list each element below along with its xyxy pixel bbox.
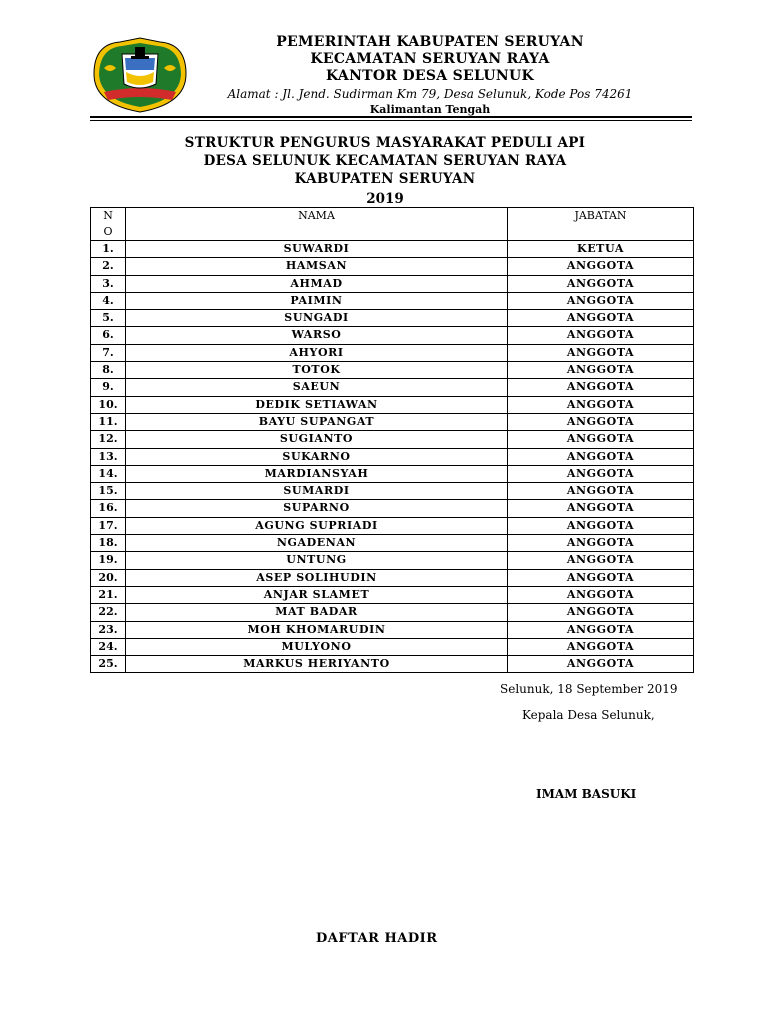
member-position: ANGGOTA [508, 431, 694, 448]
letterhead [190, 34, 670, 117]
member-position: ANGGOTA [508, 275, 694, 292]
member-position: ANGGOTA [508, 258, 694, 275]
table-body [91, 241, 694, 673]
row-number: 10. [91, 396, 126, 413]
member-name: SUNGADI [126, 310, 508, 327]
government-name: PEMERINTAH KABUPATEN SERUYAN [276, 34, 584, 50]
member-position: ANGGOTA [508, 396, 694, 413]
member-name: AHYORI [126, 344, 508, 361]
title-line-1: STRUKTUR PENGURUS MASYARAKAT PEDULI API [184, 135, 586, 151]
title-year: 2019 [366, 191, 404, 207]
member-position: ANGGOTA [508, 465, 694, 482]
letterhead-divider-thin [90, 120, 692, 121]
committee-table [90, 207, 694, 673]
row-number: 24. [91, 638, 126, 655]
row-number: 2. [91, 258, 126, 275]
member-position: ANGGOTA [508, 413, 694, 430]
table-row [91, 327, 694, 344]
attendance-heading: DAFTAR HADIR [316, 931, 438, 946]
row-number: 13. [91, 448, 126, 465]
table-row [91, 656, 694, 673]
member-name: SUWARDI [126, 241, 508, 258]
member-position: ANGGOTA [508, 310, 694, 327]
row-number: 12. [91, 431, 126, 448]
header-name: NAMA [126, 208, 508, 241]
table-row [91, 310, 694, 327]
table-row [91, 448, 694, 465]
title-line-2: DESA SELUNUK KECAMATAN SERUYAN RAYA [203, 153, 567, 169]
member-name: DEDIK SETIAWAN [126, 396, 508, 413]
row-number: 4. [91, 292, 126, 309]
row-number: 11. [91, 413, 126, 430]
row-number: 8. [91, 362, 126, 379]
row-number: 16. [91, 500, 126, 517]
member-position: ANGGOTA [508, 569, 694, 586]
member-name: MAT BADAR [126, 604, 508, 621]
member-name: SUMARDI [126, 483, 508, 500]
signatory-name: IMAM BASUKI [536, 787, 637, 801]
row-number: 23. [91, 621, 126, 638]
row-number: 22. [91, 604, 126, 621]
table-row [91, 517, 694, 534]
row-number: 15. [91, 483, 126, 500]
document-title [120, 134, 650, 208]
header-position: JABATAN [508, 208, 694, 241]
header-no [91, 208, 126, 241]
member-name: WARSO [126, 327, 508, 344]
member-position: ANGGOTA [508, 379, 694, 396]
row-number: 17. [91, 517, 126, 534]
row-number: 25. [91, 656, 126, 673]
member-name: NGADENAN [126, 535, 508, 552]
table-row [91, 586, 694, 603]
table-row [91, 275, 694, 292]
row-number: 6. [91, 327, 126, 344]
member-name: MARDIANSYAH [126, 465, 508, 482]
table-row [91, 621, 694, 638]
row-number: 19. [91, 552, 126, 569]
member-name: MULYONO [126, 638, 508, 655]
member-name: ANJAR SLAMET [126, 586, 508, 603]
member-name: MARKUS HERIYANTO [126, 656, 508, 673]
member-position: ANGGOTA [508, 448, 694, 465]
table-row [91, 241, 694, 258]
table-row [91, 552, 694, 569]
row-number: 9. [91, 379, 126, 396]
row-number: 18. [91, 535, 126, 552]
member-position: ANGGOTA [508, 483, 694, 500]
member-name: PAIMIN [126, 292, 508, 309]
row-number: 1. [91, 241, 126, 258]
member-name: MOH KHOMARUDIN [126, 621, 508, 638]
member-position: ANGGOTA [508, 327, 694, 344]
table-row [91, 535, 694, 552]
member-position: ANGGOTA [508, 638, 694, 655]
member-position: ANGGOTA [508, 500, 694, 517]
member-name: SUGIANTO [126, 431, 508, 448]
table-row [91, 500, 694, 517]
table-row [91, 465, 694, 482]
table-row [91, 604, 694, 621]
office-name: KANTOR DESA SELUNUK [326, 68, 534, 84]
table-header-row [91, 208, 694, 241]
member-position: ANGGOTA [508, 552, 694, 569]
member-position: ANGGOTA [508, 535, 694, 552]
table-row [91, 344, 694, 361]
title-line-3: KABUPATEN SERUYAN [294, 171, 476, 187]
signature-title: Kepala Desa Selunuk, [522, 708, 655, 722]
member-name: AHMAD [126, 275, 508, 292]
member-name: SUPARNO [126, 500, 508, 517]
row-number: 20. [91, 569, 126, 586]
member-name: SAEUN [126, 379, 508, 396]
province-name: Kalimantan Tengah [369, 103, 491, 116]
table-row [91, 362, 694, 379]
row-number: 21. [91, 586, 126, 603]
member-position: ANGGOTA [508, 586, 694, 603]
regency-crest-icon [90, 34, 190, 114]
member-position: ANGGOTA [508, 517, 694, 534]
member-position: ANGGOTA [508, 604, 694, 621]
header-no-bottom: O [103, 225, 113, 238]
office-address: Alamat : Jl. Jend. Sudirman Km 79, Desa Selunuk, Kode Pos 74261 [227, 87, 633, 101]
row-number: 7. [91, 344, 126, 361]
table-row [91, 413, 694, 430]
member-name: ASEP SOLIHUDIN [126, 569, 508, 586]
signature-place-date: Selunuk, 18 September 2019 [500, 682, 678, 696]
member-position: ANGGOTA [508, 362, 694, 379]
member-position: ANGGOTA [508, 344, 694, 361]
table-row [91, 379, 694, 396]
member-position: ANGGOTA [508, 656, 694, 673]
member-position: ANGGOTA [508, 292, 694, 309]
table-row [91, 569, 694, 586]
member-position: ANGGOTA [508, 621, 694, 638]
table-row [91, 258, 694, 275]
table-row [91, 431, 694, 448]
table-row [91, 483, 694, 500]
row-number: 3. [91, 275, 126, 292]
member-name: TOTOK [126, 362, 508, 379]
member-name: SUKARNO [126, 448, 508, 465]
table-row [91, 396, 694, 413]
table-row [91, 292, 694, 309]
header-no-top: N [103, 209, 113, 222]
member-name: AGUNG SUPRIADI [126, 517, 508, 534]
table-row [91, 638, 694, 655]
member-name: HAMSAN [126, 258, 508, 275]
member-name: UNTUNG [126, 552, 508, 569]
row-number: 5. [91, 310, 126, 327]
row-number: 14. [91, 465, 126, 482]
district-name: KECAMATAN SERUYAN RAYA [310, 51, 550, 67]
member-position: KETUA [508, 241, 694, 258]
member-name: BAYU SUPANGAT [126, 413, 508, 430]
letterhead-divider-thick [90, 116, 692, 118]
